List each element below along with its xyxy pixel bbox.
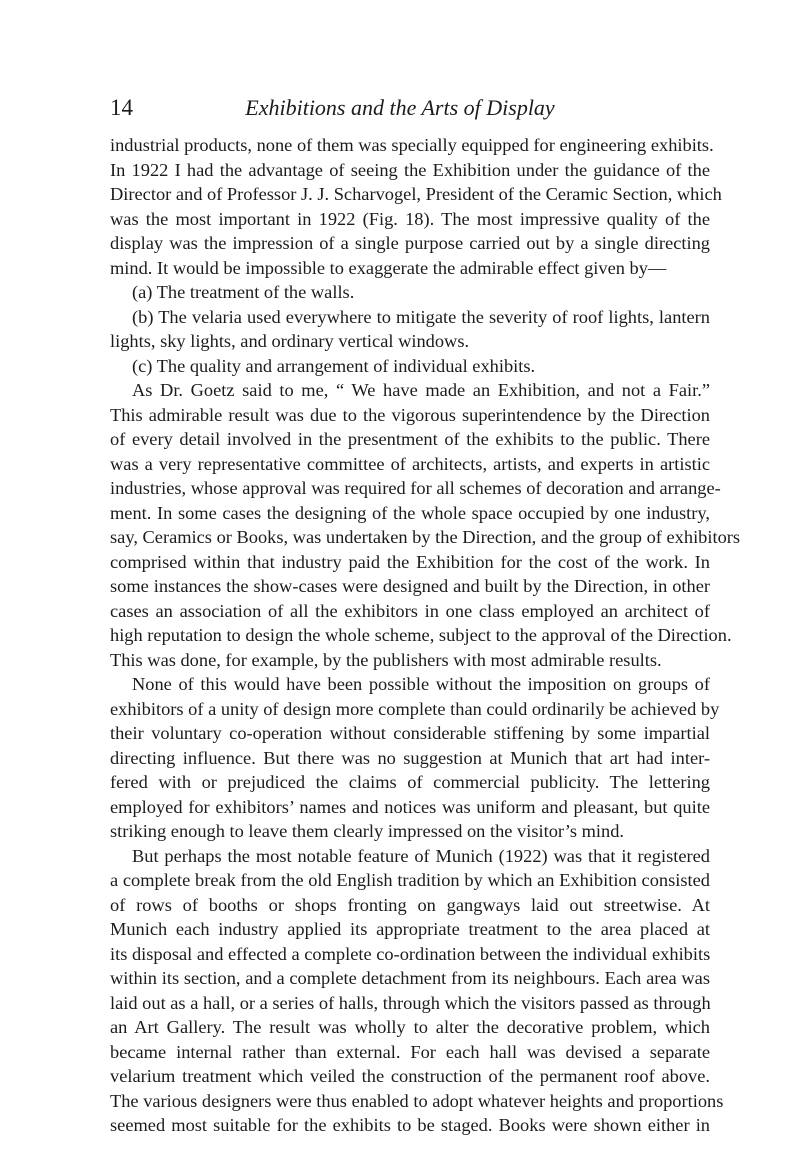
text-line: seemed most suitable for the exhibits to be staged. Books were shown either in bbox=[110, 1115, 710, 1135]
paragraph-start: None of this would have been possible without the imposition on groups of bbox=[132, 674, 710, 694]
list-item-c: (c) The quality and arrangement of individual exhibits. bbox=[132, 355, 536, 376]
text-line: a complete break from the old English tradition by which an Exhibition consisted bbox=[110, 870, 710, 890]
text-line: velarium treatment which veiled the construction of the permanent roof above. bbox=[110, 1066, 710, 1086]
text-line: its disposal and effected a complete co-ordination between the individual exhibits bbox=[110, 943, 711, 964]
text-line: mind. It would be impossible to exaggerate the admirable effect given by— bbox=[110, 257, 667, 278]
text-line: of rows of booths or shops fronting on gangways laid out streetwise. At bbox=[110, 894, 710, 915]
text-line: This admirable result was due to the vigorous superintendence by the Direction bbox=[110, 404, 710, 425]
text-line: display was the impression of a single purpose carried out by a single directing bbox=[110, 233, 710, 253]
list-item-a: (a) The treatment of the walls. bbox=[132, 282, 355, 302]
text-line: was the most important in 1922 (Fig. 18). The most impressive quality of the bbox=[110, 208, 710, 229]
list-item-b: (b) The velaria used everywhere to mitigate the severity of roof lights, lantern bbox=[132, 306, 710, 327]
text-line: The various designers were thus enabled to adopt whatever heights and proportions bbox=[110, 1090, 724, 1111]
text-line: within its section, and a complete detachment from its neighbours. Each area was bbox=[110, 968, 710, 988]
page-number: 14 bbox=[110, 95, 133, 120]
text-line: employed for exhibitors’ names and notices was uniform and pleasant, but quite bbox=[110, 796, 710, 817]
text-line: comprised within that industry paid the Exhibition for the cost of the work. In bbox=[110, 551, 710, 572]
text-line: some instances the show-cases were designed and built by the Direction, in other bbox=[110, 576, 710, 596]
text-line: cases an association of all the exhibitors in one class employed an architect of bbox=[110, 600, 710, 621]
text-line: Director and of Professor J. J. Scharvogel, President of the Ceramic Section, which bbox=[110, 184, 722, 204]
text-line: ment. In some cases the designing of the whole space occupied by one industry, bbox=[110, 502, 710, 523]
page-header bbox=[0, 93, 800, 125]
text-line: an Art Gallery. The result was wholly to alter the decorative problem, which bbox=[110, 1017, 710, 1037]
text-line: striking enough to leave them clearly impressed on the visitor’s mind. bbox=[110, 821, 624, 841]
text-line: industries, whose approval was required for all schemes of decoration and arrange- bbox=[110, 478, 721, 498]
text-line: exhibitors of a unity of design more complete than could ordinarily be achieved by bbox=[110, 698, 720, 719]
running-title: Exhibitions and the Arts of Display bbox=[245, 95, 555, 120]
text-line: industrial products, none of them was specially equipped for engineering exhibits. bbox=[110, 135, 714, 155]
text-line: of every detail involved in the presentment of the exhibits to the public. There bbox=[110, 429, 710, 449]
text-line: say, Ceramics or Books, was undertaken by the Direction, and the group of exhibitors bbox=[110, 527, 741, 547]
text-line: was a very representative committee of architects, artists, and experts in artistic bbox=[110, 453, 710, 474]
text-line: lights, sky lights, and ordinary vertical windows. bbox=[110, 331, 470, 351]
text-line: their voluntary co-operation without considerable stiffening by some impartial bbox=[110, 723, 710, 743]
text-line: Munich each industry applied its appropriate treatment to the area placed at bbox=[110, 919, 710, 939]
body-text bbox=[110, 133, 741, 1138]
text-line: In 1922 I had the advantage of seeing the Exhibition under the guidance of the bbox=[110, 159, 710, 180]
paragraph-start: As Dr. Goetz said to me, “ We have made an Exhibition, and not a Fair.” bbox=[132, 380, 710, 400]
text-line: became internal rather than external. For each hall was devised a separate bbox=[110, 1041, 710, 1062]
text-line: high reputation to design the whole scheme, subject to the approval of the Direction. bbox=[110, 625, 732, 645]
paragraph-start: But perhaps the most notable feature of Munich (1922) was that it registered bbox=[132, 845, 710, 866]
text-line: laid out as a hall, or a series of halls, through which the visitors passed as through bbox=[110, 992, 711, 1013]
text-line: directing influence. But there was no suggestion at Munich that art had inter- bbox=[110, 747, 710, 768]
text-line: This was done, for example, by the publishers with most admirable results. bbox=[110, 649, 662, 670]
text-line: fered with or prejudiced the claims of commercial publicity. The lettering bbox=[110, 772, 710, 792]
